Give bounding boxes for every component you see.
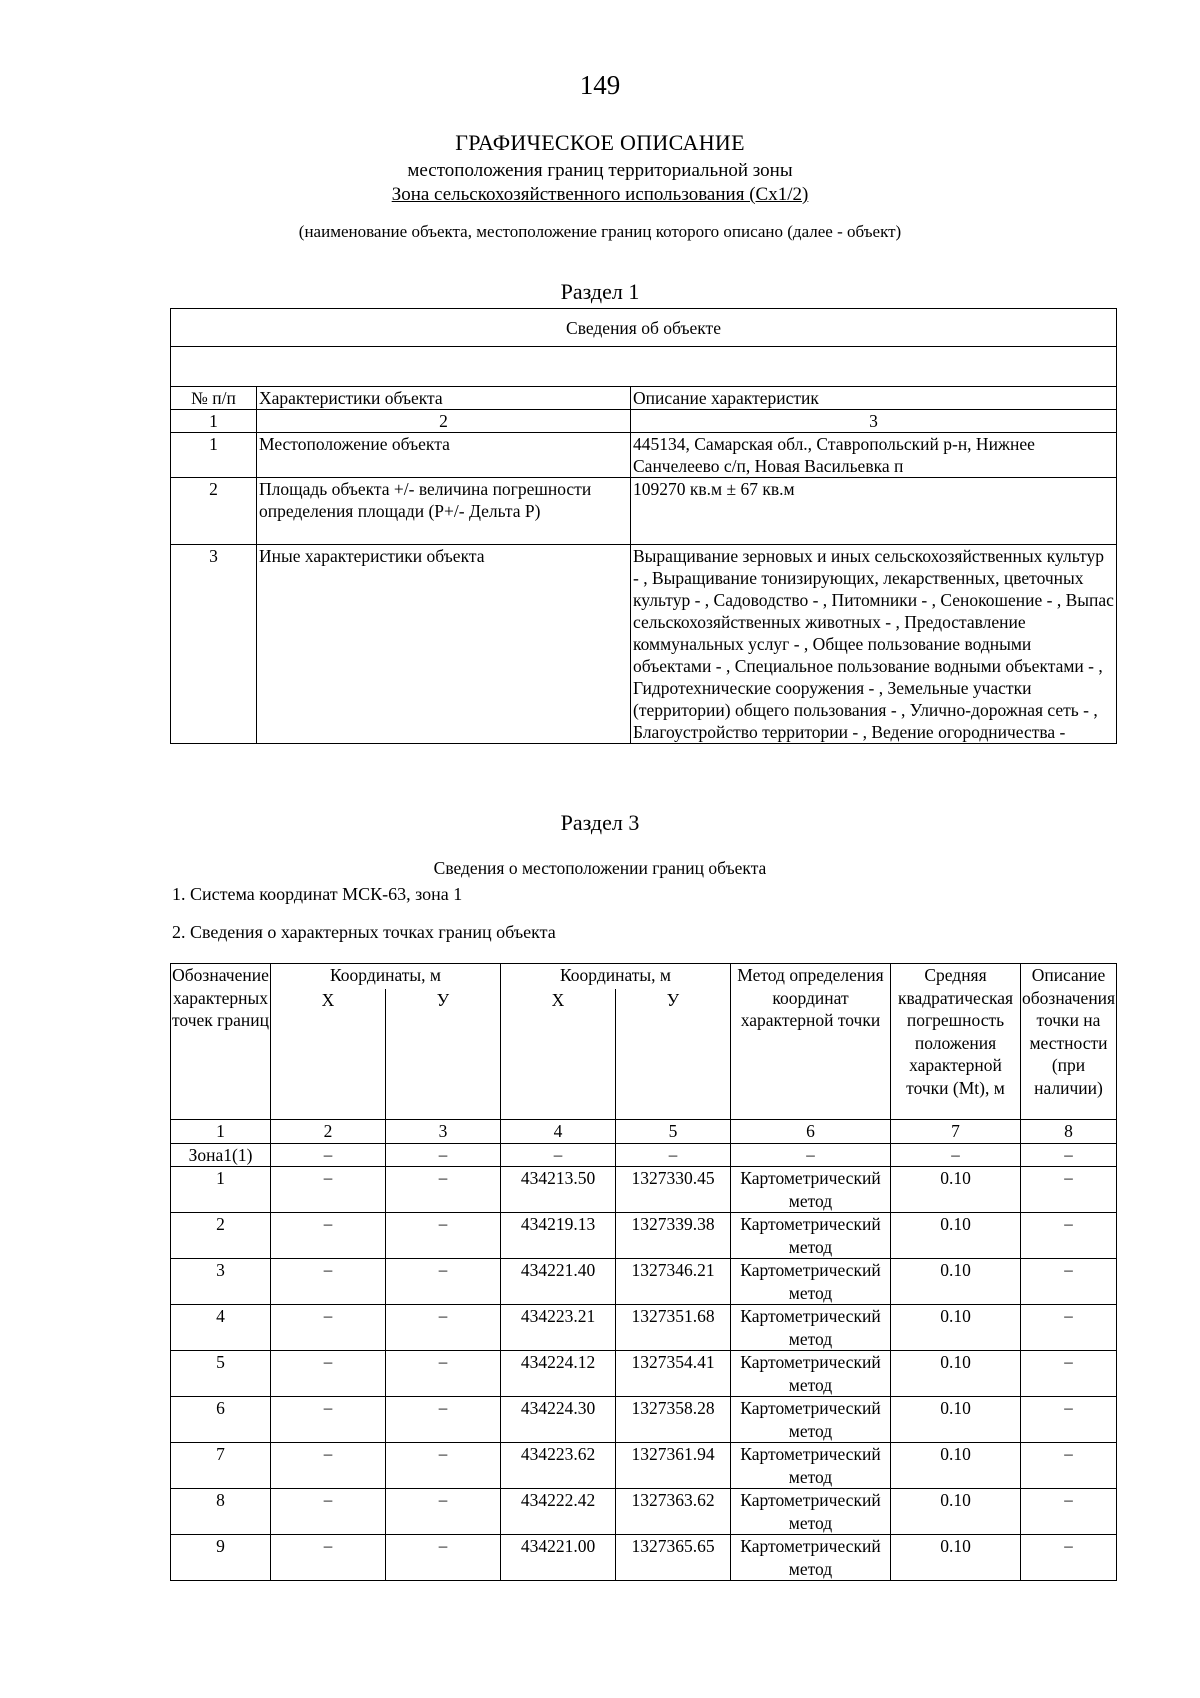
x-value: 434221.00 [501,1535,616,1581]
point-number: 8 [171,1489,271,1535]
y-old-value: – [386,1535,501,1581]
table-row [171,1305,1117,1351]
table-row [171,1167,1117,1213]
accuracy-value: 0.10 [891,1351,1021,1397]
column-number: 1 [171,1120,271,1144]
table-row [171,1443,1117,1489]
header-designation: Обозначение характерных точек границ [171,964,271,1120]
description-value: – [1021,1167,1117,1213]
x-old-value: – [271,1259,386,1305]
y-value: 1327358.28 [616,1397,731,1443]
zone-dash: – [1021,1143,1117,1167]
column-header: Характеристики объекта [257,387,631,410]
x-value: 434221.40 [501,1259,616,1305]
column-number: 5 [616,1120,731,1144]
description-value: – [1021,1535,1117,1581]
column-number: 3 [631,410,1117,433]
accuracy-value: 0.10 [891,1259,1021,1305]
x-old-value: – [271,1305,386,1351]
table-row [171,1489,1117,1535]
method-value: Картометрический метод [731,1535,891,1581]
header-description: Описание обозначения точки на местности (при наличии) [1021,964,1117,1120]
table-header-row [171,964,1117,990]
y-old-value: – [386,1213,501,1259]
point-number: 1 [171,1167,271,1213]
header-coords-group-2: Координаты, м [501,964,731,990]
coordinate-system: 1. Система координат МСК-63, зона 1 [172,884,463,904]
x-value: 434224.12 [501,1351,616,1397]
point-number: 7 [171,1443,271,1489]
row-number: 3 [171,545,257,744]
zone-dash: – [271,1143,386,1167]
x-old-value: – [271,1535,386,1581]
zone-name [0,184,1200,206]
x-old-value: – [271,1397,386,1443]
accuracy-value: 0.10 [891,1397,1021,1443]
point-number: 5 [171,1351,271,1397]
y-value: 1327351.68 [616,1305,731,1351]
column-number: 7 [891,1120,1021,1144]
y-value: 1327354.41 [616,1351,731,1397]
document-subtitle: местоположения границ территориальной зоны [407,160,793,181]
description-value: – [1021,1305,1117,1351]
x-old-value: – [271,1167,386,1213]
column-header: № п/п [171,387,257,410]
y-old-value: – [386,1443,501,1489]
section-3-title: Раздел 3 [560,810,640,835]
header-method: Метод определения координат характерной точки [731,964,891,1120]
table-header-row [171,387,1117,410]
method-value: Картометрический метод [731,1397,891,1443]
x-value: 434223.62 [501,1443,616,1489]
column-header: Описание характеристик [631,387,1117,410]
column-number: 2 [257,410,631,433]
point-number: 2 [171,1213,271,1259]
y-old-value: – [386,1167,501,1213]
table-row [171,478,1117,545]
object-info-table [170,308,1117,744]
x-old-value: – [271,1489,386,1535]
description-value: – [1021,1351,1117,1397]
boundary-points-table [170,963,1117,1581]
method-value: Картометрический метод [731,1259,891,1305]
description-value: – [1021,1259,1117,1305]
document-title: ГРАФИЧЕСКОЕ ОПИСАНИЕ [455,130,745,155]
column-number: 1 [171,410,257,433]
y-value: 1327339.38 [616,1213,731,1259]
method-value: Картометрический метод [731,1213,891,1259]
method-value: Картометрический метод [731,1167,891,1213]
point-number: 4 [171,1305,271,1351]
y-old-value: – [386,1259,501,1305]
zone-name-text: Зона сельскохозяйственного использования (Сх1/2) [391,184,809,205]
description-value: – [1021,1213,1117,1259]
y-value: 1327365.65 [616,1535,731,1581]
column-number: 4 [501,1120,616,1144]
row-characteristic: Местоположение объекта [257,433,631,478]
accuracy-value: 0.10 [891,1489,1021,1535]
description-value: – [1021,1489,1117,1535]
row-description: Выращивание зерновых и иных сельскохозяйственных культур - , Выращивание тонизирующих, лекарственных, цветочных культур - , Садоводство - , Питомники - , Сенокошение - , Выпас сельскохозяйственных животных - , Предоставление коммунальных услуг - , Общее пользование водными объектами - , Специальное пользование водными объектами - , Гидротехнические сооружения - , Земельные участки (территории) общего пользования - , Улично-дорожная сеть - , Благоустройство территории - , Ведение огородничества - [631,545,1117,744]
y-value: 1327363.62 [616,1489,731,1535]
object-info-table-title: Сведения об объекте [171,309,1117,347]
accuracy-value: 0.10 [891,1167,1021,1213]
row-number: 1 [171,433,257,478]
accuracy-value: 0.10 [891,1443,1021,1489]
table-row [171,1213,1117,1259]
method-value: Картометрический метод [731,1351,891,1397]
points-caption: 2. Сведения о характерных точках границ объекта [172,922,556,942]
y-value: 1327361.94 [616,1443,731,1489]
x-value: 434222.42 [501,1489,616,1535]
description-value: – [1021,1397,1117,1443]
point-number: 6 [171,1397,271,1443]
zone-dash: – [891,1143,1021,1167]
method-value: Картометрический метод [731,1305,891,1351]
empty-row [171,347,1117,387]
header-accuracy: Средняя квадратическая погрешность положения характерной точки (Мt), м [891,964,1021,1120]
page-number: 149 [579,70,621,100]
column-number-row [171,1120,1117,1144]
row-description: 109270 кв.м ± 67 кв.м [631,478,1117,545]
table-row [171,1397,1117,1443]
row-description: 445134, Самарская обл., Ставропольский р-н, Нижнее Санчелеево с/п, Новая Васильевка п [631,433,1117,478]
y-value: 1327346.21 [616,1259,731,1305]
object-caption: (наименование объекта, местоположение границ которого описано (далее - объект) [298,222,902,241]
x-old-value: – [271,1351,386,1397]
zone-row [171,1143,1117,1167]
y-old-value: – [386,1351,501,1397]
table-row [171,545,1117,744]
zone-label: Зона1(1) [171,1143,271,1167]
header-x: X [501,989,616,1120]
accuracy-value: 0.10 [891,1535,1021,1581]
row-number: 2 [171,478,257,545]
x-value: 434219.13 [501,1213,616,1259]
x-old-value: – [271,1213,386,1259]
x-value: 434223.21 [501,1305,616,1351]
accuracy-value: 0.10 [891,1305,1021,1351]
method-value: Картометрический метод [731,1489,891,1535]
column-number: 8 [1021,1120,1117,1144]
table-row [171,433,1117,478]
zone-dash: – [731,1143,891,1167]
y-old-value: – [386,1489,501,1535]
x-value: 434224.30 [501,1397,616,1443]
table-row [171,1259,1117,1305]
zone-dash: – [616,1143,731,1167]
boundaries-lead: Сведения о местоположении границ объекта [433,858,767,878]
header-y: У [386,989,501,1120]
accuracy-value: 0.10 [891,1213,1021,1259]
row-characteristic: Иные характеристики объекта [257,545,631,744]
column-number: 6 [731,1120,891,1144]
table-row [171,1351,1117,1397]
header-y: У [616,989,731,1120]
column-number-row [171,410,1117,433]
zone-dash: – [386,1143,501,1167]
point-number: 3 [171,1259,271,1305]
y-old-value: – [386,1305,501,1351]
header-x: X [271,989,386,1120]
column-number: 2 [271,1120,386,1144]
x-value: 434213.50 [501,1167,616,1213]
header-coords-group-1: Координаты, м [271,964,501,990]
description-value: – [1021,1443,1117,1489]
method-value: Картометрический метод [731,1443,891,1489]
table-row [171,1535,1117,1581]
row-characteristic: Площадь объекта +/- величина погрешности определения площади (P+/- Дельта P) [257,478,631,545]
column-number: 3 [386,1120,501,1144]
y-value: 1327330.45 [616,1167,731,1213]
y-old-value: – [386,1397,501,1443]
x-old-value: – [271,1443,386,1489]
section-1-title: Раздел 1 [560,279,640,304]
point-number: 9 [171,1535,271,1581]
zone-dash: – [501,1143,616,1167]
